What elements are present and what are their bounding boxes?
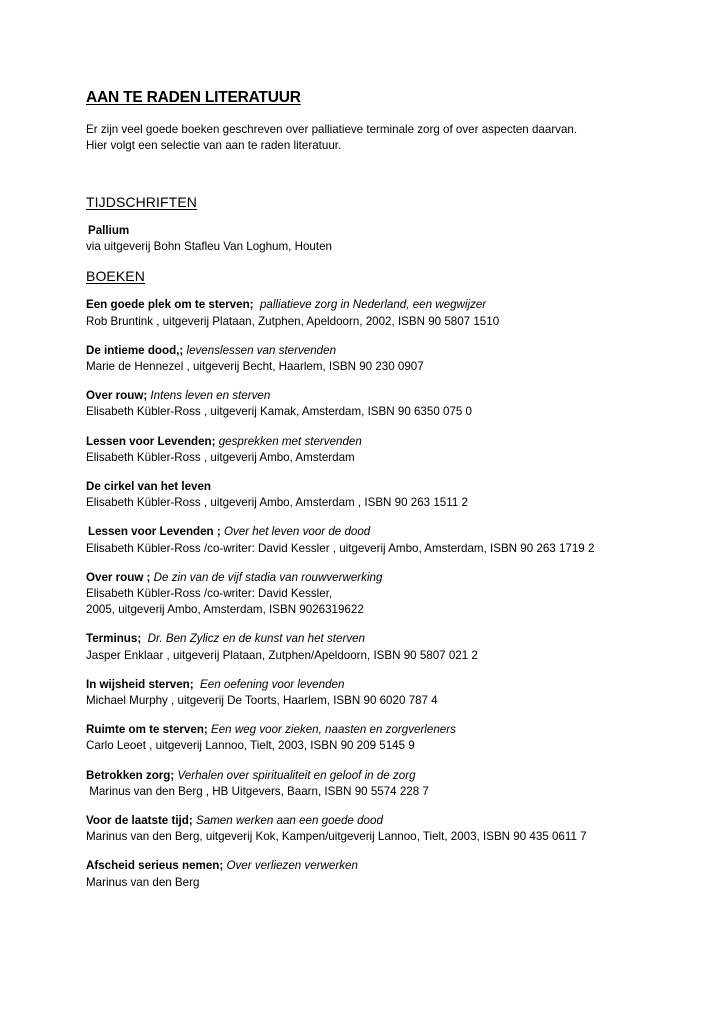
intro-line: Hier volgt een selectie van aan te raden literatuur.	[86, 138, 342, 152]
book-subtitle: Intens leven en sterven	[147, 389, 271, 403]
document-page	[86, 88, 686, 891]
book-details: Elisabeth Kübler-Ross , uitgeverij Ambo, Amsterdam , ISBN 90 263 1511 2	[86, 496, 468, 510]
book-entry	[86, 388, 686, 420]
book-entry	[86, 858, 686, 890]
book-subtitle: Een weg voor zieken, naasten en zorgverleners	[207, 723, 456, 737]
book-entry	[86, 631, 686, 663]
book-subtitle: Over het leven voor de dood	[220, 525, 371, 539]
book-details: 2005, uitgeverij Ambo, Amsterdam, ISBN 9026319622	[86, 603, 364, 617]
journals-heading: TIJDSCHRIFTEN	[86, 194, 197, 211]
book-title: Lessen voor Levenden;	[86, 434, 216, 448]
book-entry	[86, 722, 686, 754]
book-title: Voor de laatste tijd;	[86, 814, 193, 828]
book-subtitle: levenslessen van stervenden	[183, 343, 337, 357]
book-details: Marinus van den Berg	[86, 875, 200, 889]
book-title: De cirkel van het leven	[86, 480, 212, 493]
book-subtitle: Een oefening voor levenden	[193, 677, 345, 691]
books-heading: BOEKEN	[86, 268, 145, 285]
book-title: De intieme dood,;	[86, 343, 184, 357]
book-title: Lessen voor Levenden ;	[88, 525, 221, 539]
book-entry	[86, 813, 686, 845]
book-details: Elisabeth Kübler-Ross , uitgeverij Ambo, Amsterdam	[86, 450, 355, 464]
book-details: Marinus van den Berg, uitgeverij Kok, Kampen/uitgeverij Lannoo, Tielt, 2003, ISBN 90 435 0611 7	[86, 830, 587, 844]
book-title: In wijsheid sterven;	[86, 677, 194, 691]
book-details: Elisabeth Kübler-Ross /co-writer: David Kessler,	[86, 587, 333, 601]
book-entry	[86, 297, 686, 329]
book-entry	[86, 768, 686, 800]
book-details: Elisabeth Kübler-Ross /co-writer: David Kessler , uitgeverij Ambo, Amsterdam, ISBN 90 263 1719 2	[86, 541, 595, 555]
book-title: Betrokken zorg;	[86, 768, 175, 782]
book-details: Jasper Enklaar , uitgeverij Plataan, Zutphen/Apeldoorn, ISBN 90 5807 021 2	[86, 648, 478, 662]
book-entry	[86, 570, 686, 619]
book-subtitle: De zin van de vijf stadia van rouwverwerking	[150, 570, 383, 584]
book-subtitle: palliatieve zorg in Nederland, een wegwijzer	[253, 298, 487, 312]
journal-details: via uitgeverij Bohn Stafleu Van Loghum, Houten	[86, 239, 332, 253]
book-subtitle: Verhalen over spiritualiteit en geloof in de zorg	[174, 768, 416, 782]
book-details: Marie de Hennezel , uitgeverij Becht, Haarlem, ISBN 90 230 0907	[86, 359, 424, 373]
book-entry	[86, 677, 686, 709]
page-title: AAN TE RADEN LITERATUUR	[86, 89, 301, 106]
book-title: Terminus;	[86, 632, 142, 646]
book-title: Een goede plek om te sterven;	[86, 298, 254, 312]
book-title: Over rouw ;	[86, 570, 151, 584]
book-subtitle: Dr. Ben Zylicz en de kunst van het sterven	[141, 632, 366, 646]
journal-name: Pallium	[88, 224, 130, 238]
book-subtitle: Over verliezen verwerken	[223, 859, 358, 873]
intro-paragraph	[86, 122, 686, 153]
book-entry	[86, 343, 686, 375]
book-title: Over rouw;	[86, 389, 148, 403]
book-entry	[86, 434, 686, 466]
book-title: Afscheid serieus nemen;	[86, 859, 224, 873]
book-entry	[86, 479, 686, 511]
book-details: Carlo Leoet , uitgeverij Lannoo, Tielt, 2003, ISBN 90 209 5145 9	[86, 739, 415, 753]
book-details: Elisabeth Kübler-Ross , uitgeverij Kamak, Amsterdam, ISBN 90 6350 075 0	[86, 405, 473, 419]
journal-entry	[86, 223, 686, 254]
book-details: Marinus van den Berg , HB Uitgevers, Baarn, ISBN 90 5574 228 7	[86, 784, 429, 798]
book-title: Ruimte om te sterven;	[86, 723, 208, 737]
book-entry	[86, 524, 686, 556]
intro-line: Er zijn veel goede boeken geschreven over palliatieve terminale zorg of over aspecten daarvan.	[86, 123, 578, 136]
book-subtitle: gesprekken met stervenden	[215, 434, 362, 448]
book-details: Michael Murphy , uitgeverij De Toorts, Haarlem, ISBN 90 6020 787 4	[86, 694, 438, 708]
book-subtitle: Samen werken aan een goede dood	[192, 814, 383, 828]
book-details: Rob Bruntink , uitgeverij Plataan, Zutphen, Apeldoorn, 2002, ISBN 90 5807 1510	[86, 314, 500, 328]
